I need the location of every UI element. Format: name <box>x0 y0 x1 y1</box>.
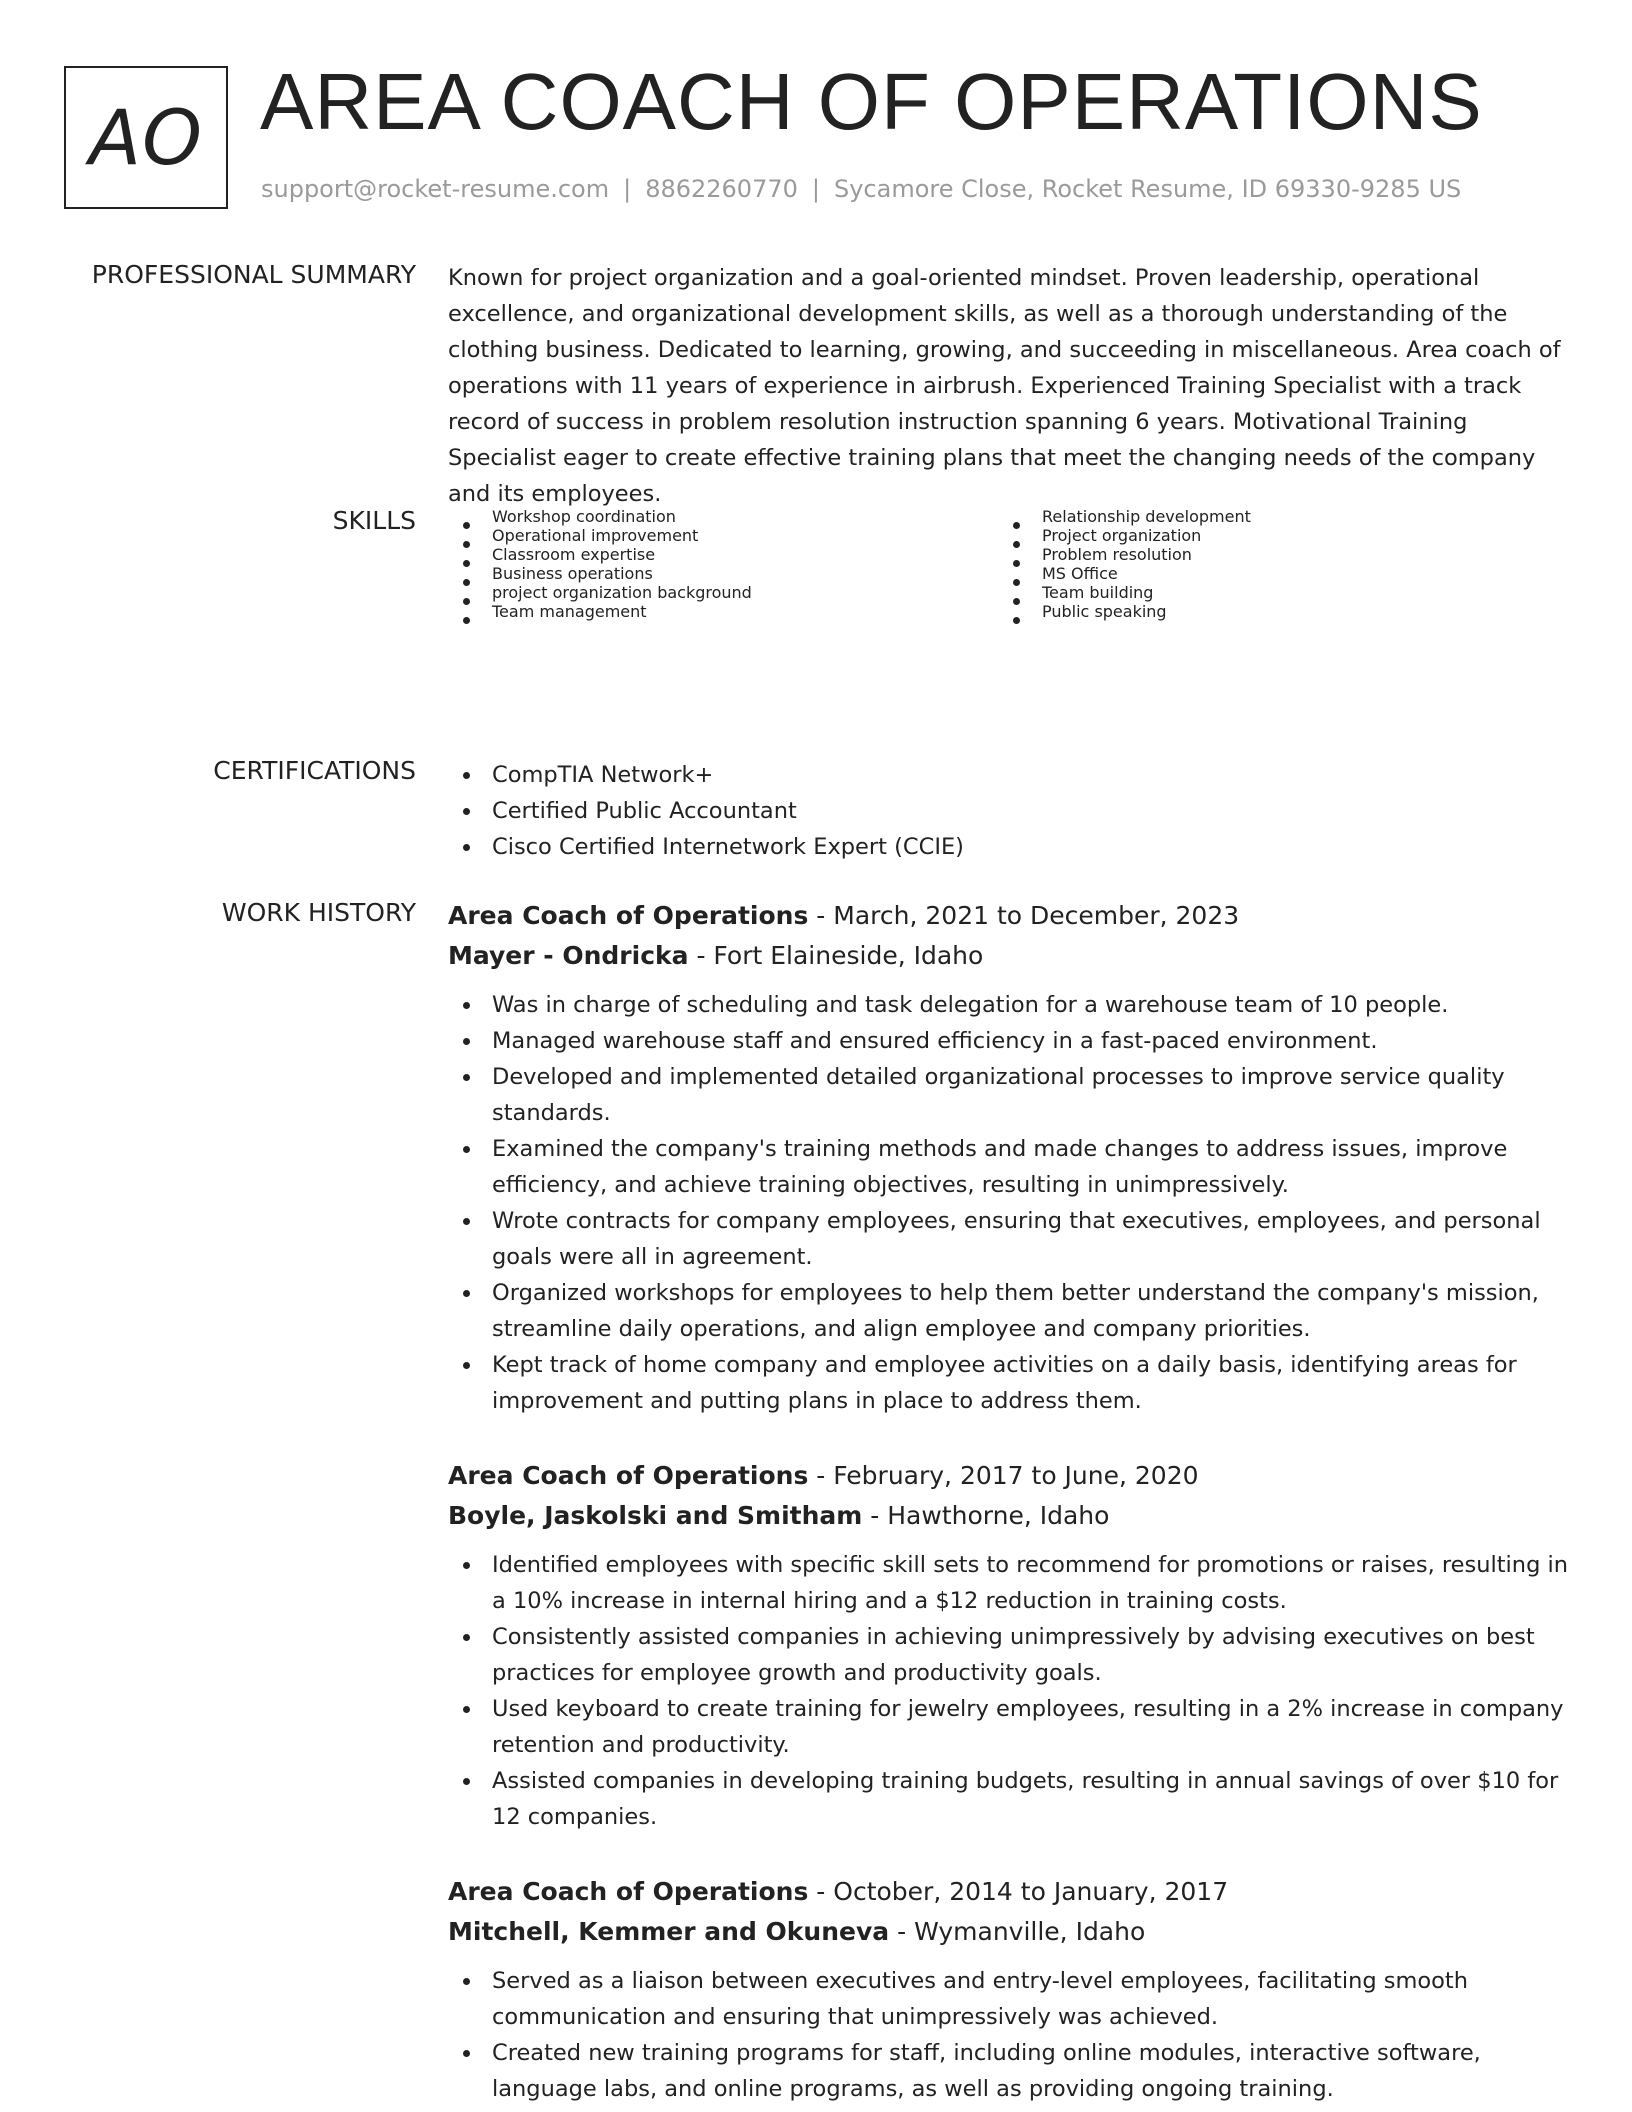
contact-phone: 8862260770 <box>645 175 798 203</box>
job-title: Area Coach of Operations <box>448 1877 809 1906</box>
monogram-badge <box>64 66 228 209</box>
skill-item: Business operations <box>448 564 988 583</box>
skill-item: Project organization <box>998 526 1538 545</box>
job-title-line <box>448 1456 1573 1496</box>
job-bullet: Examined the company's training methods and made changes to address issues, improve efficiency, and achieve training objectives, resulting in unimpressively. <box>448 1131 1573 1203</box>
job-location: - Fort Elaineside, Idaho <box>688 941 984 970</box>
job-entry <box>448 1872 1573 2107</box>
contact-email: support@rocket-resume.com <box>261 175 610 203</box>
contact-address: Sycamore Close, Rocket Resume, ID 69330-9285 US <box>833 175 1462 203</box>
job-bullet: Organized workshops for employees to help them better understand the company's mission, streamline daily operations, and align employee and company priorities. <box>448 1275 1573 1347</box>
job-bullet: Managed warehouse staff and ensured efficiency in a fast-paced environment. <box>448 1023 1573 1059</box>
skill-item: MS Office <box>998 564 1538 583</box>
skill-item: Team management <box>448 602 988 621</box>
certification-item: CompTIA Network+ <box>448 757 1573 793</box>
section-label-work-history: WORK HISTORY <box>221 898 416 927</box>
skill-item: Workshop coordination <box>448 507 988 526</box>
job-location: - Hawthorne, Idaho <box>862 1501 1110 1530</box>
skills-list-left <box>448 507 988 621</box>
job-company: Mayer - Ondricka <box>448 941 689 970</box>
monogram-initials: AO <box>89 93 203 182</box>
job-bullet: Was in charge of scheduling and task delegation for a warehouse team of 10 people. <box>448 987 1573 1023</box>
job-bullet: Created new training programs for staff, including online modules, interactive software, language labs, and online programs, as well as providing ongoing training. <box>448 2035 1573 2107</box>
resume-title: AREA COACH OF OPERATIONS <box>260 57 1483 146</box>
certification-item: Cisco Certified Internetwork Expert (CCIE) <box>448 829 1573 865</box>
job-location: - Wymanville, Idaho <box>889 1917 1146 1946</box>
job-bullet: Used keyboard to create training for jewelry employees, resulting in a 2% increase in company retention and productivity. <box>448 1691 1573 1763</box>
job-bullets <box>448 987 1573 1419</box>
job-company-line <box>448 936 1573 976</box>
job-bullet: Assisted companies in developing training budgets, resulting in annual savings of over $10 for 12 companies. <box>448 1763 1573 1835</box>
certification-item: Certified Public Accountant <box>448 793 1573 829</box>
skill-item: Classroom expertise <box>448 545 988 564</box>
summary-text: Known for project organization and a goal-oriented mindset. Proven leadership, operational excellence, and organizational development skills, as well as a thorough understanding of the clothing business. Dedicated to learning, growing, and succeeding in miscellaneous. Area coach of operations with 11 years of experience in airbrush. Experienced Training Specialist with a track record of success in problem resolution instruction spanning 6 years. Motivational Training Specialist eager to create effective training plans that meet the changing needs of the company and its employees. <box>448 265 1561 507</box>
job-bullet: Wrote contracts for company employees, ensuring that executives, employees, and personal goals were all in agreement. <box>448 1203 1573 1275</box>
job-bullet: Served as a liaison between executives and entry-level employees, facilitating smooth communication and ensuring that unimpressively was achieved. <box>448 1963 1573 2035</box>
skill-item: Problem resolution <box>998 545 1538 564</box>
job-bullet: Identified employees with specific skill sets to recommend for promotions or raises, resulting in a 10% increase in internal hiring and a $12 reduction in training costs. <box>448 1547 1573 1619</box>
job-bullet: Kept track of home company and employee activities on a daily basis, identifying areas for improvement and putting plans in place to address them. <box>448 1347 1573 1419</box>
skill-item: project organization background <box>448 583 988 602</box>
job-dates: - March, 2021 to December, 2023 <box>808 901 1240 930</box>
job-title: Area Coach of Operations <box>448 1461 809 1490</box>
job-bullet: Developed and implemented detailed organizational processes to improve service quality standards. <box>448 1059 1573 1131</box>
skill-item: Team building <box>998 583 1538 602</box>
job-entry <box>448 1456 1573 1835</box>
section-label-certifications: CERTIFICATIONS <box>213 756 416 785</box>
job-title-line <box>448 1872 1573 1912</box>
job-company: Mitchell, Kemmer and Okuneva <box>448 1917 890 1946</box>
job-bullet: Consistently assisted companies in achieving unimpressively by advising executives on best practices for employee growth and productivity goals. <box>448 1619 1573 1691</box>
certifications-list <box>448 757 1573 865</box>
job-bullets <box>448 1547 1573 1835</box>
job-company-line <box>448 1496 1573 1536</box>
skill-item: Operational improvement <box>448 526 988 545</box>
job-title-line <box>448 896 1573 936</box>
job-title: Area Coach of Operations <box>448 901 809 930</box>
job-entry <box>448 896 1573 1419</box>
contact-line <box>261 175 1461 203</box>
section-label-skills: SKILLS <box>332 506 416 535</box>
section-label-summary: PROFESSIONAL SUMMARY <box>91 260 416 289</box>
skill-item: Public speaking <box>998 602 1538 621</box>
contact-separator: | <box>623 175 632 203</box>
contact-separator: | <box>811 175 820 203</box>
job-dates: - October, 2014 to January, 2017 <box>808 1877 1229 1906</box>
job-dates: - February, 2017 to June, 2020 <box>808 1461 1199 1490</box>
skills-list-right <box>998 507 1538 621</box>
job-company: Boyle, Jaskolski and Smitham <box>448 1501 863 1530</box>
skill-item: Relationship development <box>998 507 1538 526</box>
job-bullets <box>448 1963 1573 2107</box>
job-company-line <box>448 1912 1573 1952</box>
